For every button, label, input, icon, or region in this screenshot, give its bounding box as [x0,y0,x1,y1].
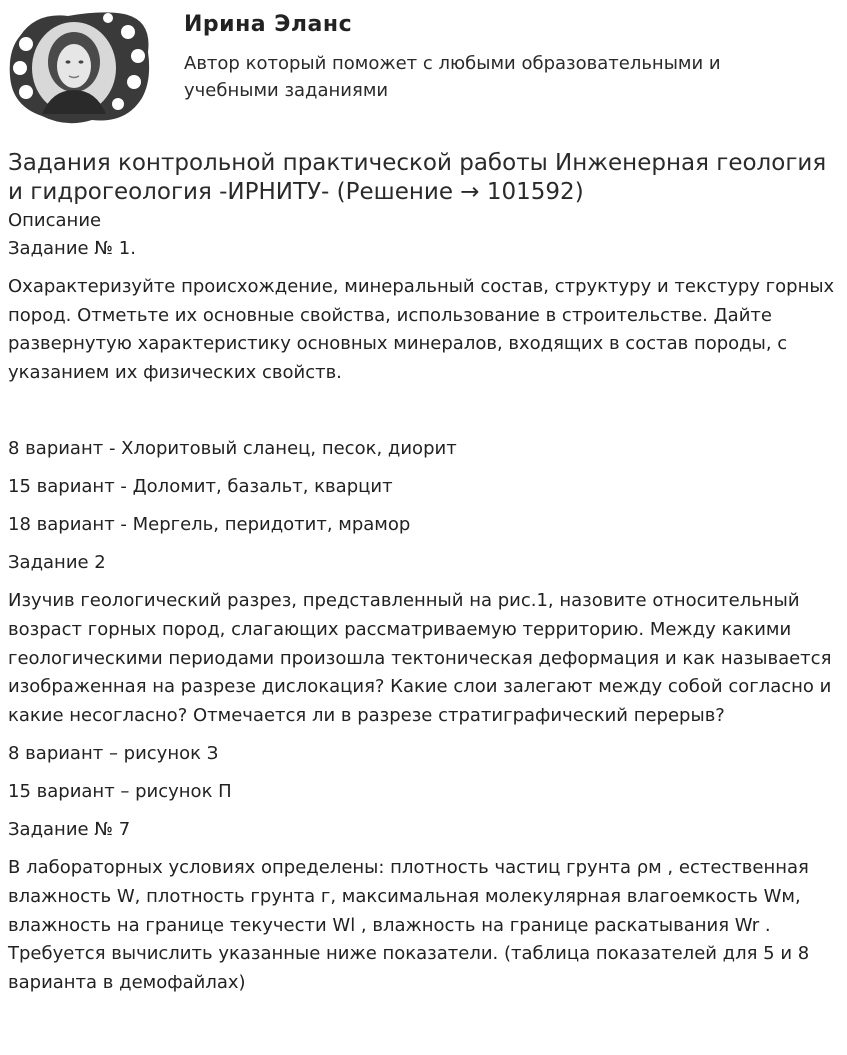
author-description: Автор который поможет с любыми образовательными и учебными заданиями [184,53,721,101]
document-body [0,207,846,997]
task1-text: Охарактеризуйте происхождение, минеральный состав, структуру и текстуру горных пород. Отметьте их основные свойства, использование в строительстве. Дайте развернутую характеристику основных минералов, входящих в состав породы, с указанием их физических свойств. [8,276,835,383]
task2-variant-8: 8 вариант – рисунок З [8,743,219,765]
page-title: Задания контрольной практической работы Инженерная геология и гидрогеология -ИРНИТУ- (Решение → 101592) [8,150,827,205]
task7-heading: Задание № 7 [8,819,131,841]
task2-heading: Задание 2 [8,552,106,574]
author-header [0,0,847,135]
description-label: Описание [8,210,102,231]
task7-text: В лабораторных условиях определены: плотность частиц грунта ρм , естественная влажность W, плотность грунта г, максимальная молекулярная влагоемкость Wм, влажность на границе текучести Wl , влажность на границе раскатывания Wr . Требуется вычислить указанные ниже показатели. (таблица показателей для 5 и 8 варианта в демофайлах) [8,857,810,993]
task1-variant-8: 8 вариант - Хлоритовый сланец, песок, диорит [8,438,457,460]
task1-heading: Задание № 1. [8,238,136,259]
task1-variant-15: 15 вариант - Доломит, базальт, кварцит [8,476,393,498]
author-avatar [6,6,154,128]
task1-variant-18: 18 вариант - Мергель, перидотит, мрамор [8,514,411,536]
task2-variant-15: 15 вариант – рисунок П [8,781,232,803]
task2-text: Изучив геологический разрез, представленный на рис.1, назовите относительный возраст горных пород, слагающих рассматриваемую территорию. Между какими геологическими периодами произошла тектоническая деформация и как называется изображенная на разрезе дислокация? Какие слои залегают между собой согласно и какие несогласно? Отмечается ли в разрезе стратиграфический перерыв? [8,590,832,726]
author-name: Ирина Эланс [184,12,353,37]
